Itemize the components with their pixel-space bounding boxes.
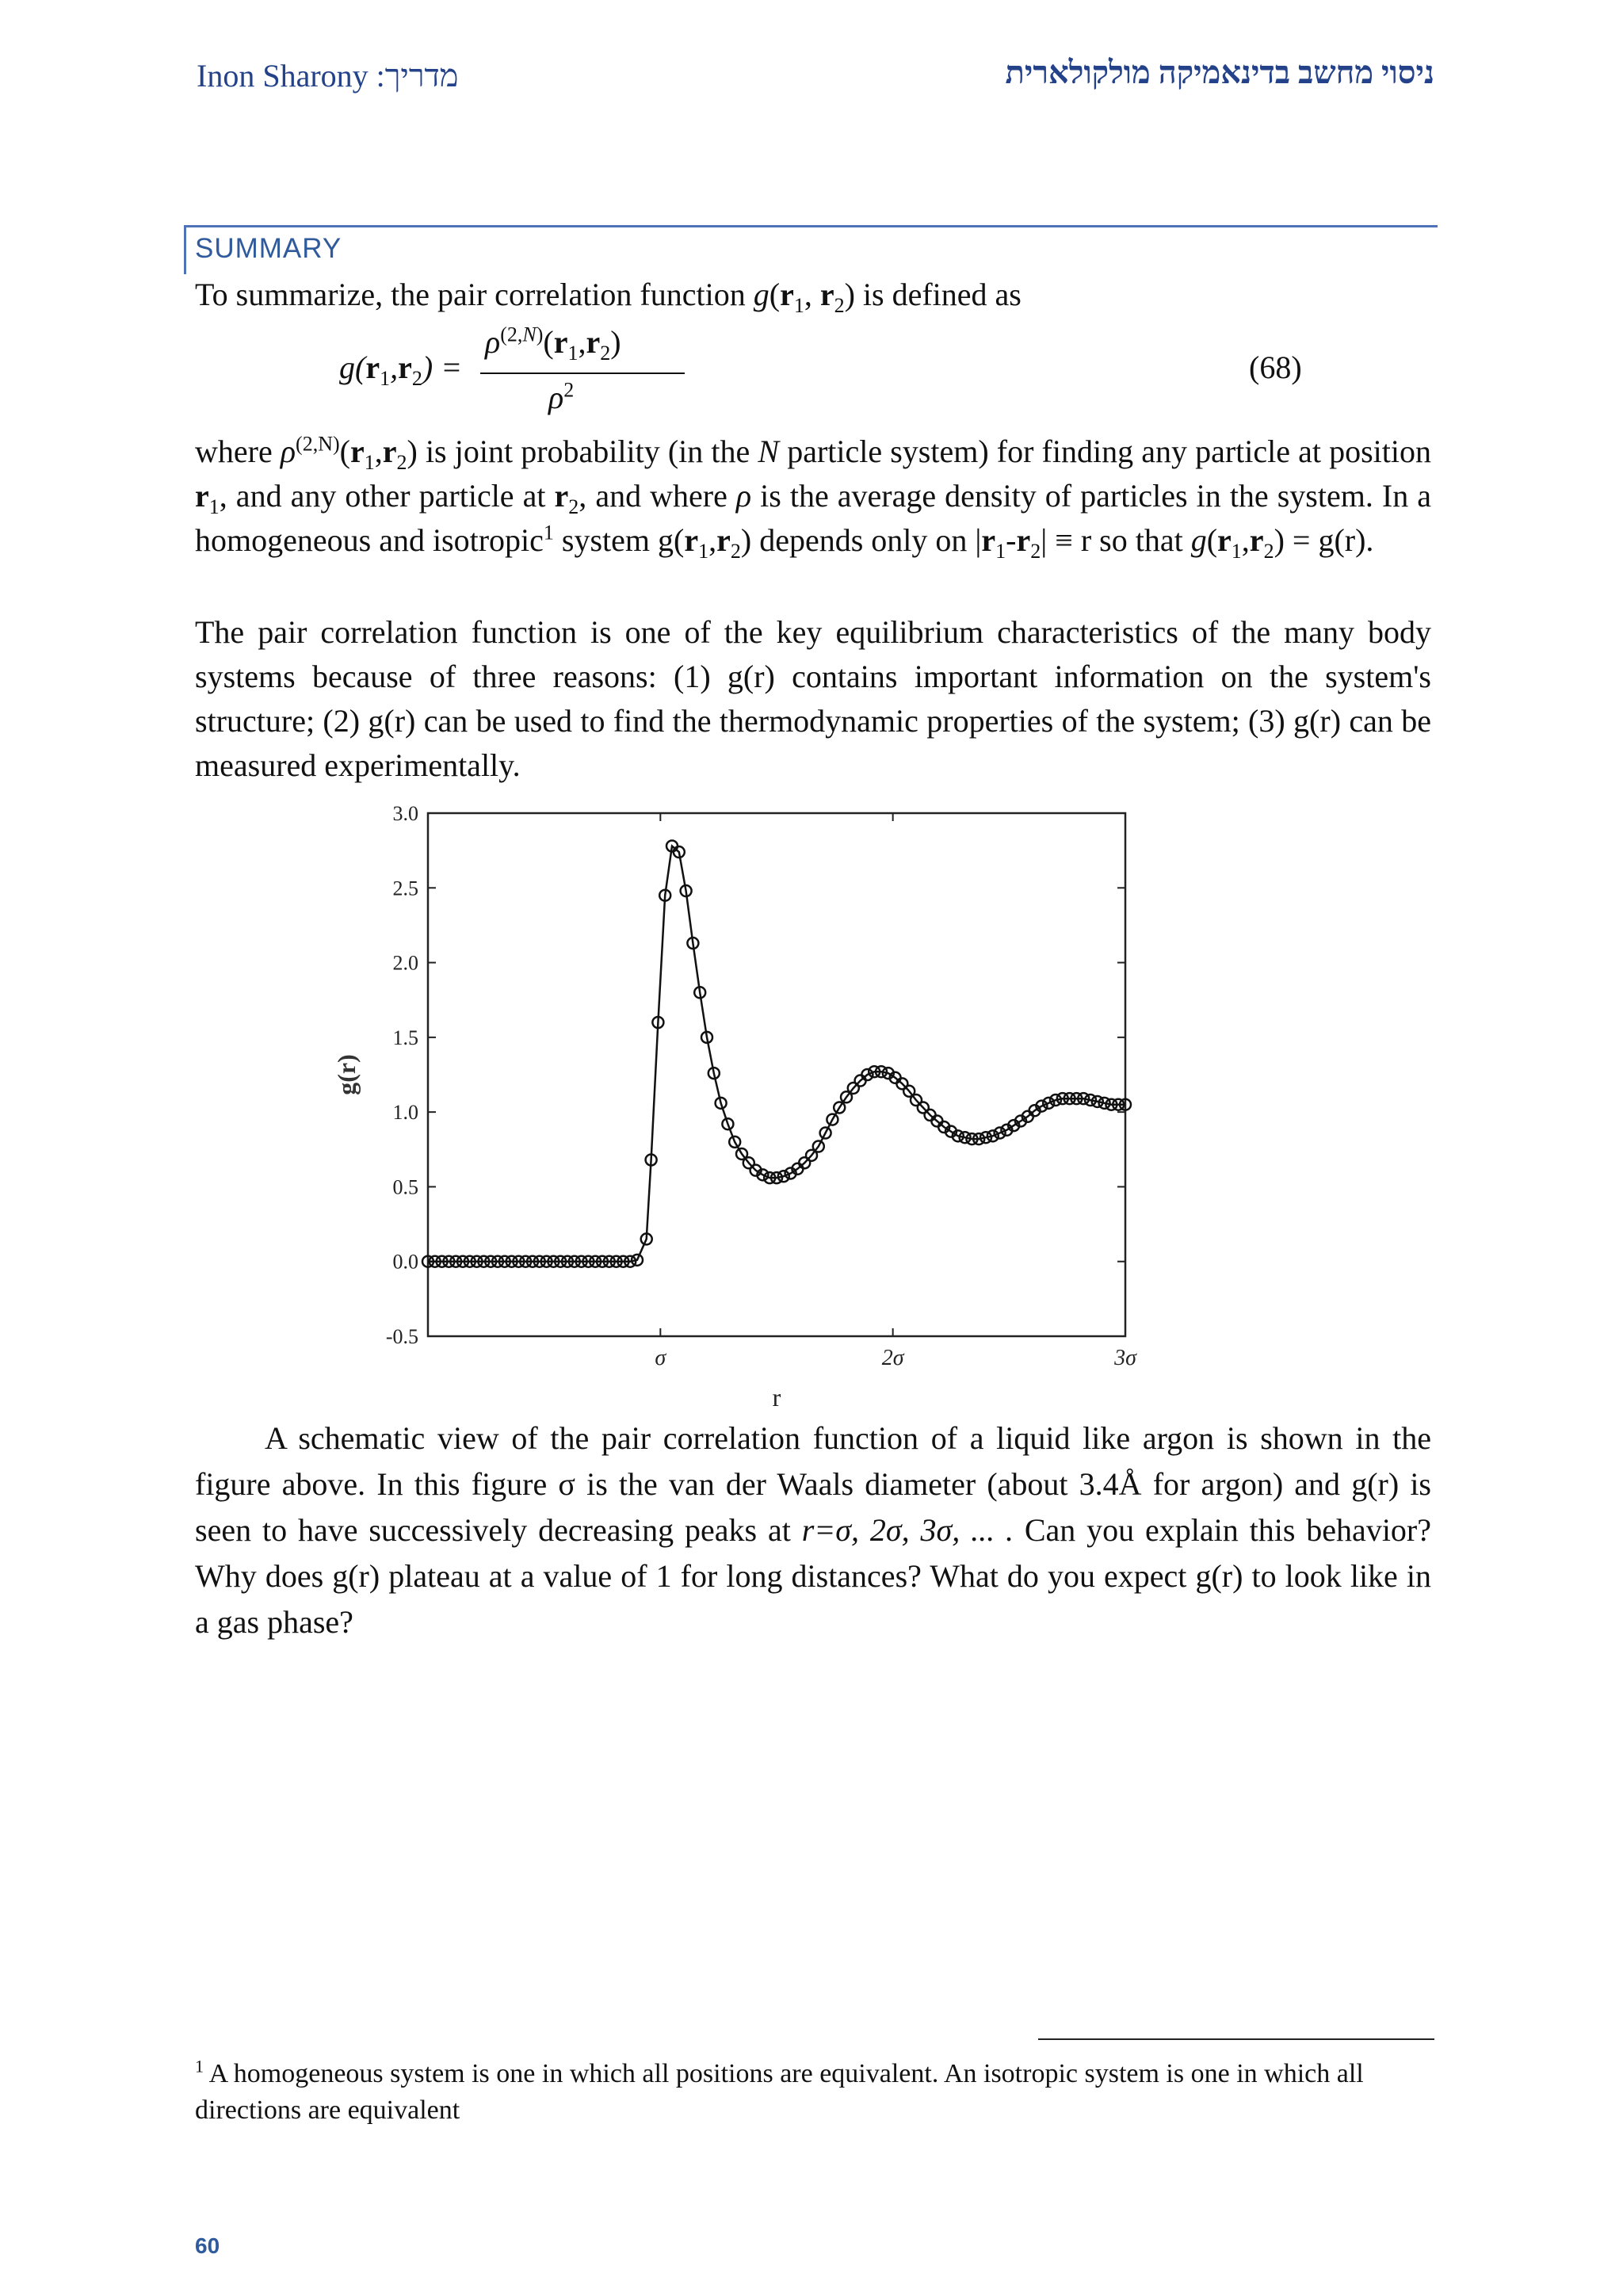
x-axis-label: r <box>772 1383 781 1412</box>
paragraph-discussion: A schematic view of the pair correlation function of a liquid like argon is shown in the figure above. In this figure σ is the van der Waals diameter (about 3.4Å for argon) and g(r) is seen to have successively decreasing peaks at r=σ, 2σ, 3σ, ... . Can you explain this behavior? Why does g(r) plateau at a value of 1 for long distances? What do you expect g(r) to look like in a gas phase? <box>195 1420 1431 1640</box>
x-tick-label: 2σ <box>881 1346 904 1370</box>
footnote-rule <box>1038 2038 1434 2040</box>
y-axis-label: g(r) <box>332 1054 361 1095</box>
equation-numerator: $\rho^{(2,N)}(r_1,r_2)$ <box>485 323 621 365</box>
series-line <box>428 846 1125 1262</box>
x-tick-label: σ <box>655 1346 666 1370</box>
paragraph-definition: where $\rho^{(2,N)}(r_1,r_2)$ is joint probability (in the N particle system) for finding any particle at position $r_1$, and any other particle at $r_2$, and where ρ is the average density of particles in the system. In a homogeneous and isotropic$^1$ system $g(r_1,r_2)$ depends only on $|r_1-r_2| \equiv r$ so that $g(r_1,r_2) = g(r)$. <box>195 432 1432 563</box>
fraction-bar <box>480 372 685 374</box>
section-rule-vertical <box>184 225 186 274</box>
header-course-title: ניסוי מחשב בדינאמיקה מולקולארית <box>1005 55 1434 90</box>
y-tick-label: 2.5 <box>392 877 418 900</box>
y-tick-label: 0.0 <box>392 1250 418 1274</box>
plot-frame <box>428 813 1125 1336</box>
y-tick-label: -0.5 <box>385 1325 418 1348</box>
y-tick-label: 2.0 <box>392 951 418 975</box>
section-title: SUMMARY <box>195 233 342 264</box>
header-instructor: Inon Sharony :מדריך <box>197 58 459 94</box>
pair-correlation-chart <box>317 800 1157 1419</box>
x-tick-label: 3σ <box>1114 1346 1136 1370</box>
page-number: 60 <box>195 2233 220 2258</box>
y-tick-label: 0.5 <box>392 1175 418 1199</box>
y-tick-label: 1.0 <box>392 1101 418 1125</box>
paragraph-intro: To summarize, the pair correlation function $g(r_1$, $r_2$) is defined as <box>195 277 1022 317</box>
y-tick-label: 1.5 <box>392 1026 418 1049</box>
footnote-ref[interactable]: 1 <box>543 521 554 544</box>
paragraph-importance: The pair correlation function is one of the key equilibrium characteristics of the many body systems because of three reasons: (1) g(r) contains important information on the system's structure; (2) g(r) can be used to find the thermodynamic properties of the system; (3) g(r) can be measured experimentally. <box>195 614 1431 783</box>
section-rule <box>184 225 1438 227</box>
equation-68 <box>339 323 1465 426</box>
y-tick-label: 3.0 <box>392 802 418 825</box>
footnote: $^1$ A homogeneous system is one in which all positions are equivalent. An isotropic system is one in which all directions are equivalent <box>195 2056 1364 2125</box>
equation-denominator: $\rho^2$ <box>548 378 575 415</box>
equation-number: (68) <box>1249 350 1302 385</box>
equation-lhs: $g(r_1,r_2)$ = <box>339 350 463 390</box>
